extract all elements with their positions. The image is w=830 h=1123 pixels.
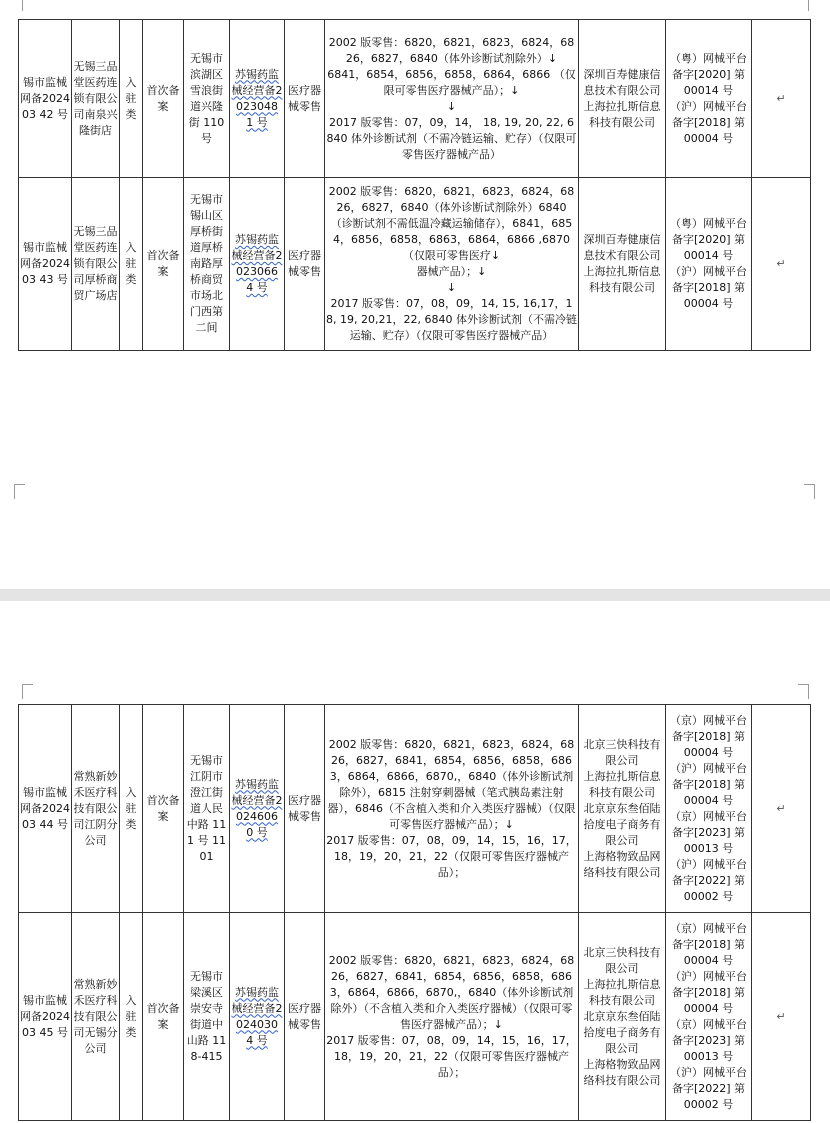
page-corner-mark (14, 484, 25, 499)
page-corner-mark (798, 0, 809, 11)
category: 入驻类 (120, 913, 143, 1121)
business-type: 医疗器械零售 (285, 705, 325, 913)
page-corner-mark (798, 684, 809, 699)
table-row (19, 705, 811, 913)
platform-filing-number: （京）网械平台备字[2018] 第 00004 号 （沪）网械平台备字[2018] 第 00004 号 （京）网械平台备字[2023] 第 00013 号 （沪）网械平台备字[2022] 第 00002 号 (666, 705, 752, 913)
address: 无锡市锡山区厚桥街道厚桥南路厚桥商贸市场北门西第二间 (184, 178, 230, 351)
company-name: 常熟新妙禾医疗科技有限公司无锡分公司 (72, 913, 120, 1121)
company-name: 常熟新妙禾医疗科技有限公司江阴分公司 (72, 705, 120, 913)
license-number: 苏锡药监械经营备2024606 0 号 (230, 705, 285, 913)
filing-table-page-2 (18, 704, 811, 1121)
filing-type: 首次备案 (143, 178, 184, 351)
address: 无锡市滨湖区雪浪街道兴隆街 110号 (184, 20, 230, 178)
business-type: 医疗器械零售 (285, 20, 325, 178)
table-row (19, 178, 811, 351)
address: 无锡市梁溪区崇安寺街道中山路 118-415 (184, 913, 230, 1121)
business-type: 医疗器械零售 (285, 913, 325, 1121)
category: 入驻类 (120, 20, 143, 178)
table-row (19, 20, 811, 178)
page-corner-mark (804, 484, 815, 499)
platform-filing-number: （京）网械平台备字[2018] 第 00004 号 （沪）网械平台备字[2018] 第 00004 号 （京）网械平台备字[2023] 第 00013 号 （沪）网械平台备字[2022] 第 00002 号 (666, 913, 752, 1121)
category: 入驻类 (120, 705, 143, 913)
business-scope: 2002 版零售：6820，6821，6823，6824，6826，6827，6840（体外诊断试剂除外）6840（诊断试剂不需低温冷藏运输储存），6841，6854，6856，6858，6863，6864，6866 ,6870（仅限可零售医疗↓ 器械产品）；↓ ↓ 2017 版零售：07，08，09，14, 15, 16,17，18, 19, 20,21，22, 6840 体外诊断试剂（不需冷链运输、贮存）（仅限可零售医疗器械产品） (325, 178, 579, 351)
platform-filing-number: （粤）网械平台备字[2020] 第 00014 号 （沪）网械平台备字[2018] 第 00004 号 (666, 178, 752, 351)
filing-table-page-1 (18, 19, 811, 351)
company-name: 无锡三品堂医药连锁有限公司厚桥商贸广场店 (72, 178, 120, 351)
row-end-mark: ↵ (752, 20, 811, 178)
record-number: 锡市监械网备202403 43 号 (19, 178, 72, 351)
platform-company: 深圳百寿健康信息技术有限公司 上海拉扎斯信息科技有限公司 (579, 20, 666, 178)
license-number: 苏锡药监械经营备2023066 4 号 (230, 178, 285, 351)
row-end-mark: ↵ (752, 178, 811, 351)
business-type: 医疗器械零售 (285, 178, 325, 351)
filing-type: 首次备案 (143, 20, 184, 178)
platform-company: 北京三快科技有限公司 上海拉扎斯信息科技有限公司 北京京东叁佰陆拾度电子商务有限公司 上海格物致品网络科技有限公司 (579, 705, 666, 913)
row-end-mark: ↵ (752, 705, 811, 913)
page-corner-mark (22, 0, 33, 11)
address: 无锡市江阴市澄江街道人民中路 111 号 1101 (184, 705, 230, 913)
category: 入驻类 (120, 178, 143, 351)
page-gap (0, 589, 830, 601)
filing-type: 首次备案 (143, 705, 184, 913)
license-number: 苏锡药监械经营备2024030 4 号 (230, 913, 285, 1121)
business-scope: 2002 版零售：6820，6821，6823，6824，6826，6827，6841，6854，6856，6858，6863，6864，6866，6870,，6840（体外诊断试剂除外）（不含植入类和介入类医疗器械）（仅限可零售医疗器械产品）；↓ 2017 版零售：07，08，09，14，15，16，17，18，19，20，21，22（仅限可零售医疗器械产品）； (325, 913, 579, 1121)
page-corner-mark (22, 684, 33, 699)
record-number: 锡市监械网备202403 45 号 (19, 913, 72, 1121)
row-end-mark: ↵ (752, 913, 811, 1121)
table-row (19, 913, 811, 1121)
license-number: 苏锡药监械经营备2023048 1 号 (230, 20, 285, 178)
record-number: 锡市监械网备202403 44 号 (19, 705, 72, 913)
filing-type: 首次备案 (143, 913, 184, 1121)
business-scope: 2002 版零售：6820，6821，6823，6824，6826，6827，6840（体外诊断试剂除外）↓ 6841，6854，6856，6858，6864，6866 （仅限可零售医疗器械产品）；↓ ↓ 2017 版零售：07，09，14， 18, 19, 20, 22, 6840 体外诊断试剂（不需冷链运输、贮存）（仅限可零售医疗器械产品） (325, 20, 579, 178)
platform-filing-number: （粤）网械平台备字[2020] 第 00014 号 （沪）网械平台备字[2018] 第 00004 号 (666, 20, 752, 178)
company-name: 无锡三品堂医药连锁有限公司南泉兴隆街店 (72, 20, 120, 178)
platform-company: 北京三快科技有限公司 上海拉扎斯信息科技有限公司 北京京东叁佰陆拾度电子商务有限公司 上海格物致品网络科技有限公司 (579, 913, 666, 1121)
record-number: 锡市监械网备202403 42 号 (19, 20, 72, 178)
platform-company: 深圳百寿健康信息技术有限公司 上海拉扎斯信息科技有限公司 (579, 178, 666, 351)
business-scope: 2002 版零售：6820，6821，6823，6824，6826，6827，6841，6854，6856，6858，6863，6864，6866，6870,，6840（体外诊断试剂除外），6815 注射穿刺器械（笔式胰岛素注射器），6846（不含植入类和介入类医疗器械）（仅限可零售医疗器械产品）；↓ 2017 版零售：07，08，09，14，15，16，17，18，19，20，21，22（仅限可零售医疗器械产品）； (325, 705, 579, 913)
